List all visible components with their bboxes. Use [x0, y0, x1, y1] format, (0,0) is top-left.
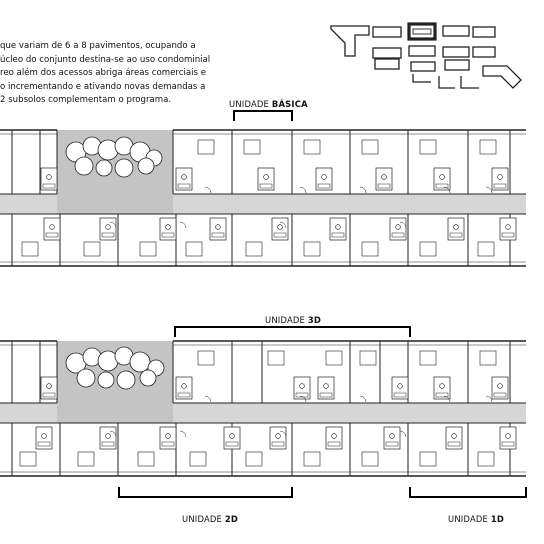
floor-plan-lower	[0, 341, 526, 476]
door-swing	[300, 187, 306, 193]
description-line: que variam de 6 a 8 pavimentos, ocupando a	[0, 41, 196, 51]
block-shape	[409, 46, 435, 56]
label-unidade-basica: UNIDADE BÁSICA	[229, 99, 308, 109]
label-unidade-1d: UNIDADE 1D	[448, 514, 505, 524]
fixture	[502, 233, 514, 237]
tree	[98, 372, 114, 388]
fixture	[272, 442, 284, 446]
tree	[98, 140, 118, 160]
bed	[326, 351, 342, 365]
block-shape	[443, 26, 469, 36]
bed	[360, 351, 376, 365]
fixture	[394, 393, 406, 397]
block-shape	[331, 26, 369, 56]
fixture	[162, 233, 174, 237]
bed	[198, 140, 214, 154]
block-shape	[483, 66, 521, 88]
bed	[478, 452, 494, 466]
block-shape	[439, 76, 455, 88]
fixture	[178, 393, 190, 397]
fixture	[332, 233, 344, 237]
bracket-unidade-3d	[175, 327, 410, 337]
bed	[420, 452, 436, 466]
fixture	[162, 442, 174, 446]
bed	[186, 242, 202, 256]
fixture	[274, 233, 286, 237]
fixture	[386, 442, 398, 446]
description-line: 2 subsolos complementam o programa.	[0, 95, 172, 106]
block-shape	[413, 74, 431, 82]
door-swing	[180, 431, 186, 437]
block-shape	[445, 60, 469, 70]
floor-plan-upper	[0, 130, 526, 266]
fixture	[378, 184, 390, 188]
tree	[130, 352, 150, 372]
fixture	[450, 233, 462, 237]
fixture	[102, 442, 114, 446]
bed	[480, 140, 496, 154]
bed	[140, 242, 156, 256]
fixture	[46, 233, 58, 237]
tree	[96, 160, 112, 176]
bed	[268, 351, 284, 365]
door-swing	[180, 222, 186, 228]
fixture	[43, 393, 55, 397]
bed	[420, 242, 436, 256]
door-swing	[400, 431, 406, 437]
bed	[20, 452, 36, 466]
bed	[190, 452, 206, 466]
door-swing	[205, 187, 211, 193]
fixture	[320, 393, 332, 397]
door-swing	[486, 396, 492, 402]
label-unidade-2d: UNIDADE 2D	[182, 514, 239, 524]
bed	[362, 140, 378, 154]
block-shape	[473, 27, 495, 37]
block-shape	[443, 47, 469, 57]
block-shape	[375, 59, 399, 69]
door-swing	[205, 396, 211, 402]
bracket-unidade-1d	[410, 487, 526, 497]
bed	[198, 351, 214, 365]
bed	[362, 452, 378, 466]
label-unidade-3d: UNIDADE 3D	[265, 315, 322, 325]
bed	[246, 452, 262, 466]
description-line: reo além dos acessos abriga áreas comerciais e	[0, 68, 207, 79]
fixture	[318, 184, 330, 188]
block-shape	[373, 48, 401, 58]
door-swing	[486, 187, 492, 193]
description-line: úcleo do conjunto destina-se ao uso condominial	[0, 54, 211, 65]
bed	[304, 452, 320, 466]
bed	[478, 242, 494, 256]
bed	[78, 452, 94, 466]
fixture	[328, 442, 340, 446]
bracket-unidade-basica	[234, 111, 292, 121]
fixture	[494, 184, 506, 188]
door-swing	[360, 396, 366, 402]
bracket-unidade-2d	[119, 487, 292, 497]
tree	[140, 370, 156, 386]
fixture	[102, 233, 114, 237]
fixture	[260, 184, 272, 188]
description-line: o incrementando e ativando novas demandas a	[0, 81, 206, 92]
door-swing	[360, 187, 366, 193]
bed	[246, 242, 262, 256]
bed	[480, 351, 496, 365]
bed	[304, 242, 320, 256]
fixture	[494, 393, 506, 397]
fixture	[392, 233, 404, 237]
bed	[420, 140, 436, 154]
fixture	[38, 442, 50, 446]
fixture	[502, 442, 514, 446]
bed	[244, 140, 260, 154]
bed	[84, 242, 100, 256]
fixture	[43, 184, 55, 188]
bed	[22, 242, 38, 256]
tree	[77, 369, 95, 387]
bed	[362, 242, 378, 256]
tree	[115, 159, 133, 177]
block-shape	[373, 27, 401, 37]
bed	[304, 140, 320, 154]
bed	[138, 452, 154, 466]
site-key-plan	[331, 24, 521, 88]
fixture	[448, 442, 460, 446]
block-shape	[461, 76, 479, 88]
tree	[117, 371, 135, 389]
fixture	[178, 184, 190, 188]
block-shape	[411, 62, 435, 71]
bed	[420, 351, 436, 365]
fixture	[226, 442, 238, 446]
fixture	[212, 233, 224, 237]
tree	[138, 158, 154, 174]
block-shape	[473, 47, 495, 57]
block-shape	[413, 29, 431, 34]
tree	[75, 157, 93, 175]
